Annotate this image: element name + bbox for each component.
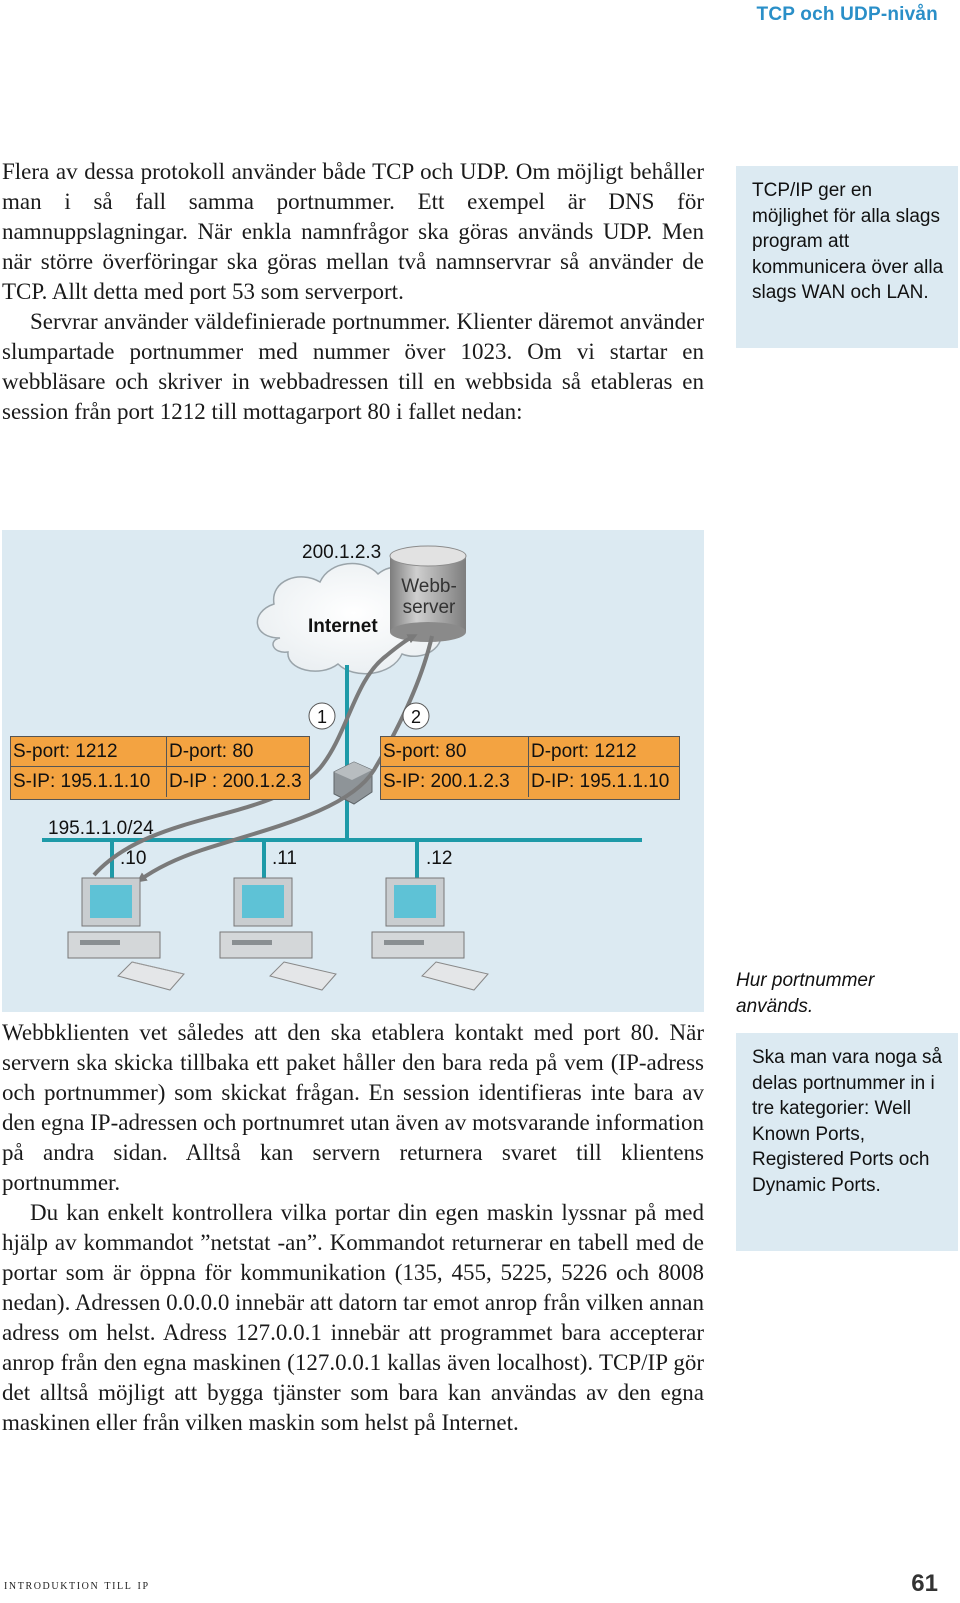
- computer-icon-10: [68, 878, 184, 990]
- network-label: 195.1.1.0/24: [48, 818, 154, 839]
- caption-line-1: Hur portnummer: [736, 970, 875, 991]
- computer-icon-11: [220, 878, 336, 990]
- request-dip: D-IP : 200.1.2.3: [167, 767, 309, 797]
- intro-paragraph-1: Flera av dessa protokoll använder både TCP och UDP. Om möjligt behåller man i så fall samma portnummer. Ett exempel är DNS för namnuppslagningar. När enkla namnfrågor ska göras används UDP. Men när större överföringar ska göras mellan två namnservrar så använder de TCP. Allt detta med port 53 som serverport.: [2, 159, 704, 304]
- response-packet-table: [380, 736, 680, 800]
- arrow-1-label: 1: [316, 707, 328, 727]
- webserver-label: [398, 576, 460, 618]
- response-dip: D-IP: 195.1.1.10: [529, 767, 679, 797]
- margin-note-tcpip: TCP/IP ger en möjlighet för alla slags program att kommunicera över alla slags WAN och LAN.: [736, 166, 958, 348]
- figure-caption: [736, 968, 874, 1020]
- host-11-label: .11: [272, 848, 298, 869]
- body-text: [2, 1018, 704, 1438]
- webserver-label-line2: server: [402, 597, 456, 618]
- response-dport: D-port: 1212: [529, 737, 679, 767]
- request-dport: D-port: 80: [167, 737, 309, 767]
- request-sip: S-IP: 195.1.1.10: [11, 767, 167, 797]
- arrow-2-label: 2: [410, 707, 422, 727]
- intro-paragraph-2: Servrar använder väldefinierade portnummer. Klienter däremot använder slumpartade portnummer med nummer över 1023. Om vi startar en webbläsare och skriver in webbadressen till en webbsida så etableras en session från port 1212 till mottagarport 80 i fallet nedan:: [2, 309, 704, 424]
- footer-book-title: introduktion till ip: [4, 1578, 150, 1593]
- body-paragraph-2: Du kan enkelt kontrollera vilka portar din egen maskin lyssnar på med hjälp av kommandot ”netstat -an”. Kommandot returnerar en tabell med de portar som är öppna för kommunikation (135, 455, 5225, 5226 och 8008 nedan). Adressen 0.0.0.0 innebär att datorn tar emot anrop från vilken annan adress om helst. Adress 127.0.0.1 innebär att programmet bara accepterar anrop från den egna maskinen (127.0.0.1 kallas även localhost). TCP/IP gör det alltså möjligt att bygga tjänster som bara kan användas av den egna maskinen eller från vilken maskin som helst på Internet.: [2, 1200, 704, 1435]
- port-diagram: [2, 530, 704, 1012]
- margin-note-port-categories: Ska man vara noga så delas portnummer in i tre kategorier: Well Known Ports, Registered Ports och Dynamic Ports.: [736, 1033, 958, 1251]
- request-packet-table: [10, 736, 310, 800]
- intro-text: [2, 157, 704, 427]
- running-title: TCP och UDP-nivån: [756, 4, 938, 25]
- caption-line-2: används.: [736, 996, 814, 1017]
- request-sport: S-port: 1212: [11, 737, 167, 767]
- host-10-label: .10: [120, 848, 147, 869]
- router-icon: [334, 762, 372, 804]
- arrow-1-badge: [309, 703, 335, 729]
- internet-label: Internet: [308, 616, 378, 637]
- body-paragraph-1: Webbklienten vet således att den ska etablera kontakt med port 80. När servern ska skicka tillbaka ett paket håller den bara reda på vem (IP-adress och portnummer) som skickat frågan. En session identifieras inte bara av den egna IP-adressen och portnumret utan även av motsvarande information på andra sidan. Alltså kan servern returnera svaret till klientens portnummer.: [2, 1020, 704, 1195]
- webserver-label-line1: Webb-: [401, 576, 457, 597]
- response-sip: S-IP: 200.1.2.3: [381, 767, 529, 797]
- arrow-2-badge: [403, 703, 429, 729]
- computer-icon-12: [372, 878, 488, 990]
- host-12-label: .12: [426, 848, 453, 869]
- server-ip-label: 200.1.2.3: [302, 542, 382, 563]
- response-sport: S-port: 80: [381, 737, 529, 767]
- page-number: 61: [911, 1570, 938, 1597]
